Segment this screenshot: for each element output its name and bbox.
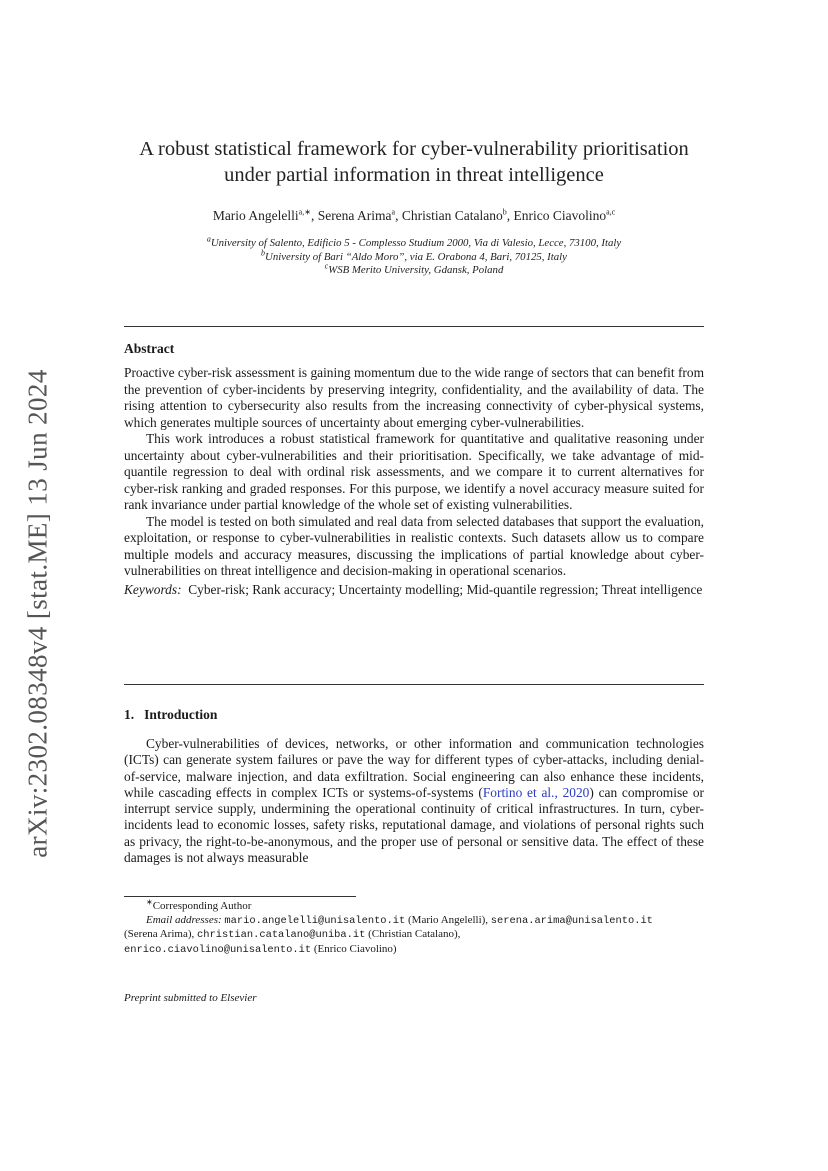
email-link[interactable]: mario.angelelli@unisalento.it: [224, 914, 406, 927]
paper-title: [100, 136, 728, 188]
footnote-rule: [124, 896, 356, 897]
abstract-paragraph: The model is tested on both simulated and real data from selected databases that support the evaluation, exploitation, or response to cyber-vulnerabilities in realistic contexts. Such datasets allow us to compare multiple models and accuracy measures, discussing the implications of partial knowledge about cyber-vulnerabilities on threat intelligence and decision-making in operational scenarios.: [124, 513, 704, 578]
abstract-heading: Abstract: [124, 341, 175, 356]
preprint-note: Preprint submitted to Elsevier: [124, 992, 257, 1004]
email-addresses: Email addresses: mario.angelelli@unisalento.it (Mario Angelelli), serena.arima@unisalento.it (Serena Arima), christian.catalano@uniba.it (Christian Catalano), enrico.ciavolino@unisalento.it (Enrico Ciavolino): [124, 913, 653, 956]
abstract-paragraph: Proactive cyber-risk assessment is gaining momentum due to the wide range of sectors that can benefit from the prevention of cyber-incidents by preserving integrity, confidentiality, and the availability of data. The rising attention to cybersecurity also results from the increasing connectivity of cyber-physical systems, which generates multiple sources of uncertainty about emerging cyber-vulnerabilities.: [124, 365, 704, 430]
citation-link[interactable]: Fortino et al., 2020: [482, 784, 590, 800]
footnotes: [124, 897, 704, 957]
arxiv-identifier: arXiv:2302.08348v4 [stat.ME] 13 Jun 2024: [22, 368, 53, 858]
email-link[interactable]: serena.arima@unisalento.it: [490, 914, 653, 927]
abstract-bottom-rule: [124, 684, 704, 685]
keywords-list: Cyber-risk; Rank accuracy; Uncertainty modelling; Mid-quantile regression; Threat intelligence: [188, 581, 703, 597]
affiliation-list: [100, 234, 728, 278]
affiliation: $^c$WSB Merito University, Gdansk, Poland: [324, 261, 504, 276]
affiliation: $^a$University of Salento, Edificio 5 - Complesso Studium 2000, Via di Valesio, Lecce, 73100, Italy: [206, 234, 622, 249]
section-number: 1.: [124, 707, 135, 722]
author: Serena Arima$^a$,: [317, 207, 402, 223]
email-link[interactable]: enrico.ciavolino@unisalento.it: [124, 943, 312, 956]
keywords-label: Keywords:: [124, 581, 182, 597]
intro-paragraph: Cyber-vulnerabilities of devices, networks, or other information and communication technologies (ICTs) can generate system failures or pave the way for different types of cyber-attacks, including denial-of-service, malware injection, and data exfiltration. Social engineering can also enhance these incidents, while cascading effects in complex ICTs or systems-of-systems (Fortino et al., 2020) can compromise or interrupt service supply, undermining the operational continuity of critical infrastructures. In turn, cyber-incidents lead to economic losses, safety risks, reputational damage, and violations of personal rights such as privacy, the right-to-be-anonymous, and the proper use of personal or sensitive data. The effect of these damages is not always measurable: [124, 736, 705, 866]
affiliation: $^b$University of Bari “Aldo Moro”, via E. Orabona 4, Bari, 70125, Italy: [261, 247, 567, 263]
title-line-1: A robust statistical framework for cyber-vulnerability prioritisation: [139, 138, 689, 160]
email-link[interactable]: christian.catalano@uniba.it: [197, 929, 366, 941]
author-list: [100, 208, 728, 224]
abstract-body: [124, 365, 704, 598]
section-heading: [124, 707, 217, 723]
abstract-paragraph: This work introduces a robust statistical framework for quantitative and qualitative reasoning under uncertainty about cyber-vulnerabilities and their prioritisation. Specifically, we take advantage of mid-quantile regression to deal with ordinal risk assessments, and we compare it to current alternatives for cyber-risk ranking and graded responses. For this purpose, we identify a novel accuracy measure suited for rank invariance under partial knowledge of the whole set of existing vulnerabilities.: [124, 431, 704, 512]
author: Christian Catalano$^b$,: [401, 207, 514, 223]
author: Mario Angelelli$^{a,∗}$,: [212, 207, 318, 223]
abstract-top-rule: [124, 326, 704, 327]
corresponding-author-note: ∗Corresponding Author: [146, 897, 252, 912]
author: Enrico Ciavolino$^{a,c}$: [513, 207, 616, 223]
title-line-2: under partial information in threat intelligence: [224, 164, 604, 186]
section-title: Introduction: [144, 707, 218, 722]
keywords: [124, 582, 704, 599]
